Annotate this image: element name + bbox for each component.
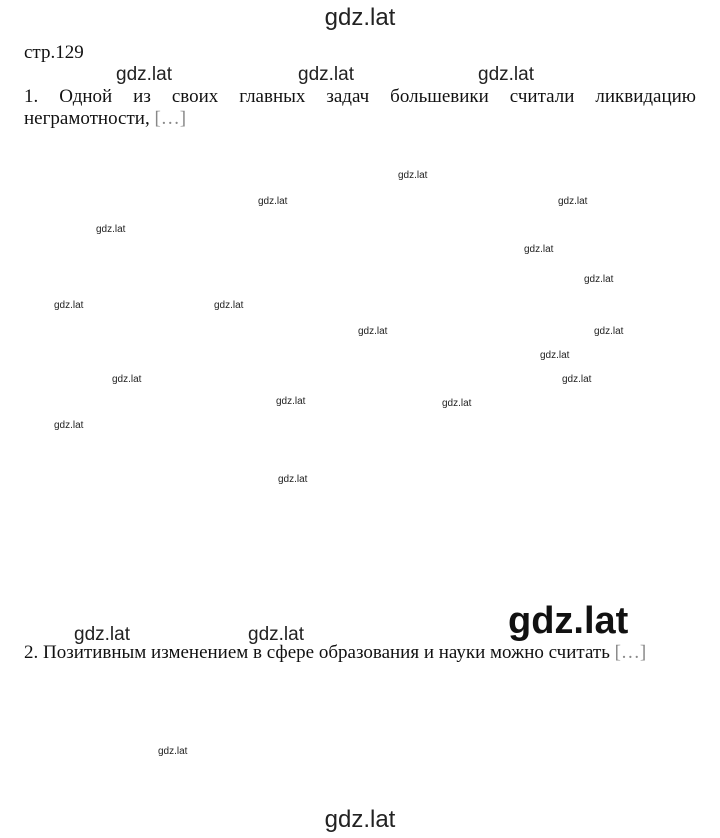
answer-paragraph-1 xyxy=(24,86,696,130)
footer-watermark: gdz.lat xyxy=(324,806,396,833)
watermark-overlay: gdz.lat xyxy=(398,170,428,181)
paragraph-2-gap: […] xyxy=(614,642,647,663)
watermark-overlay: gdz.lat xyxy=(594,326,624,337)
watermark-overlay-large: gdz.lat xyxy=(508,600,629,642)
watermark-overlay: gdz.lat xyxy=(214,300,244,311)
header-watermark: gdz.lat xyxy=(324,4,396,31)
watermark-overlay: gdz.lat xyxy=(478,64,534,85)
watermark-overlay: gdz.lat xyxy=(54,420,84,431)
watermark-overlay: gdz.lat xyxy=(278,474,308,485)
watermark-overlay: gdz.lat xyxy=(584,274,614,285)
watermark-overlay: gdz.lat xyxy=(54,300,84,311)
watermark-overlay: gdz.lat xyxy=(248,624,304,645)
watermark-overlay: gdz.lat xyxy=(158,746,188,757)
page-label: стр.129 xyxy=(24,42,84,63)
watermark-overlay: gdz.lat xyxy=(258,196,288,207)
watermark-overlay: gdz.lat xyxy=(74,624,130,645)
paragraph-1-lead: 1. Одной из своих главных задач большевики считали ликвидацию неграмотности, xyxy=(24,86,696,129)
watermark-overlay: gdz.lat xyxy=(276,396,306,407)
paragraph-2-lead: 2. Позитивным изменением в сфере образования и науки можно считать xyxy=(24,642,610,663)
watermark-overlay: gdz.lat xyxy=(112,374,142,385)
watermark-overlay: gdz.lat xyxy=(116,64,172,85)
watermark-overlay: gdz.lat xyxy=(442,398,472,409)
watermark-overlay: gdz.lat xyxy=(558,196,588,207)
paragraph-1-gap: […] xyxy=(154,108,187,129)
watermark-overlay: gdz.lat xyxy=(298,64,354,85)
watermark-overlay: gdz.lat xyxy=(562,374,592,385)
watermark-overlay: gdz.lat xyxy=(524,244,554,255)
watermark-overlay: gdz.lat xyxy=(358,326,388,337)
watermark-overlay: gdz.lat xyxy=(96,224,126,235)
watermark-overlay: gdz.lat xyxy=(540,350,570,361)
